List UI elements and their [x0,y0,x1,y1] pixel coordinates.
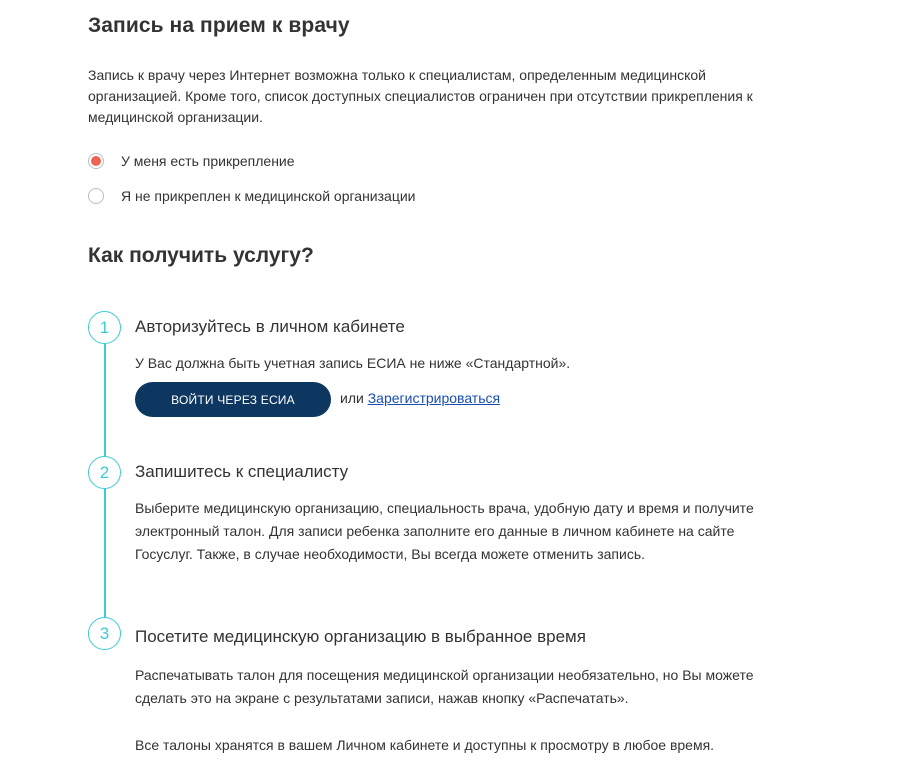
radio-has-attachment[interactable] [88,153,295,169]
step-title: Авторизуйтесь в личном кабинете [135,317,405,336]
login-esia-button[interactable]: ВОЙТИ ЧЕРЕЗ ЕСИА [135,382,331,417]
step-number-circle: 3 [88,617,121,650]
step-number-circle: 2 [88,456,121,489]
radio-checked-icon[interactable] [88,153,104,169]
step-title: Посетите медицинскую организацию в выбранное время [135,627,586,646]
or-text: или [340,390,364,406]
timeline-connector [104,343,106,456]
radio-no-attachment[interactable] [88,188,415,204]
radio-label: Я не прикреплен к медицинской организации [121,188,416,204]
step-text: У Вас должна быть учетная запись ЕСИА не ниже «Стандартной». [135,355,571,371]
register-wrap [340,390,500,406]
step-title: Запишитесь к специалисту [135,462,349,481]
section-title: Как получить услугу? [88,244,314,267]
step-number-circle: 1 [88,311,121,344]
step-text: Распечатывать талон для посещения медицинской организации необязательно, но Вы можете сделать это на экране с результатами записи, нажав кнопку «Распечатать». [135,667,754,706]
timeline-connector [104,487,106,617]
step-text: Выберите медицинскую организацию, специальность врача, удобную дату и время и получите электронный талон. Для записи ребенка заполните его данные в личном кабинете на сайте Госуслуг. Также, в случае необходимости, Вы всегда можете отменить запись. [135,500,754,562]
register-link[interactable]: Зарегистрироваться [367,390,501,406]
step-text-secondary: Все талоны хранятся в вашем Личном кабинете и доступны к просмотру в любое время. [135,737,715,753]
radio-label: У меня есть прикрепление [121,153,295,169]
intro-text: Запись к врачу через Интернет возможна только к специалистам, определенным медицинской организацией. Кроме того, список доступных специалистов ограничен при отсутствии прикрепления к медицинской организации. [88,67,753,125]
page-title: Запись на прием к врачу [88,14,350,37]
radio-unchecked-icon[interactable] [88,188,104,204]
